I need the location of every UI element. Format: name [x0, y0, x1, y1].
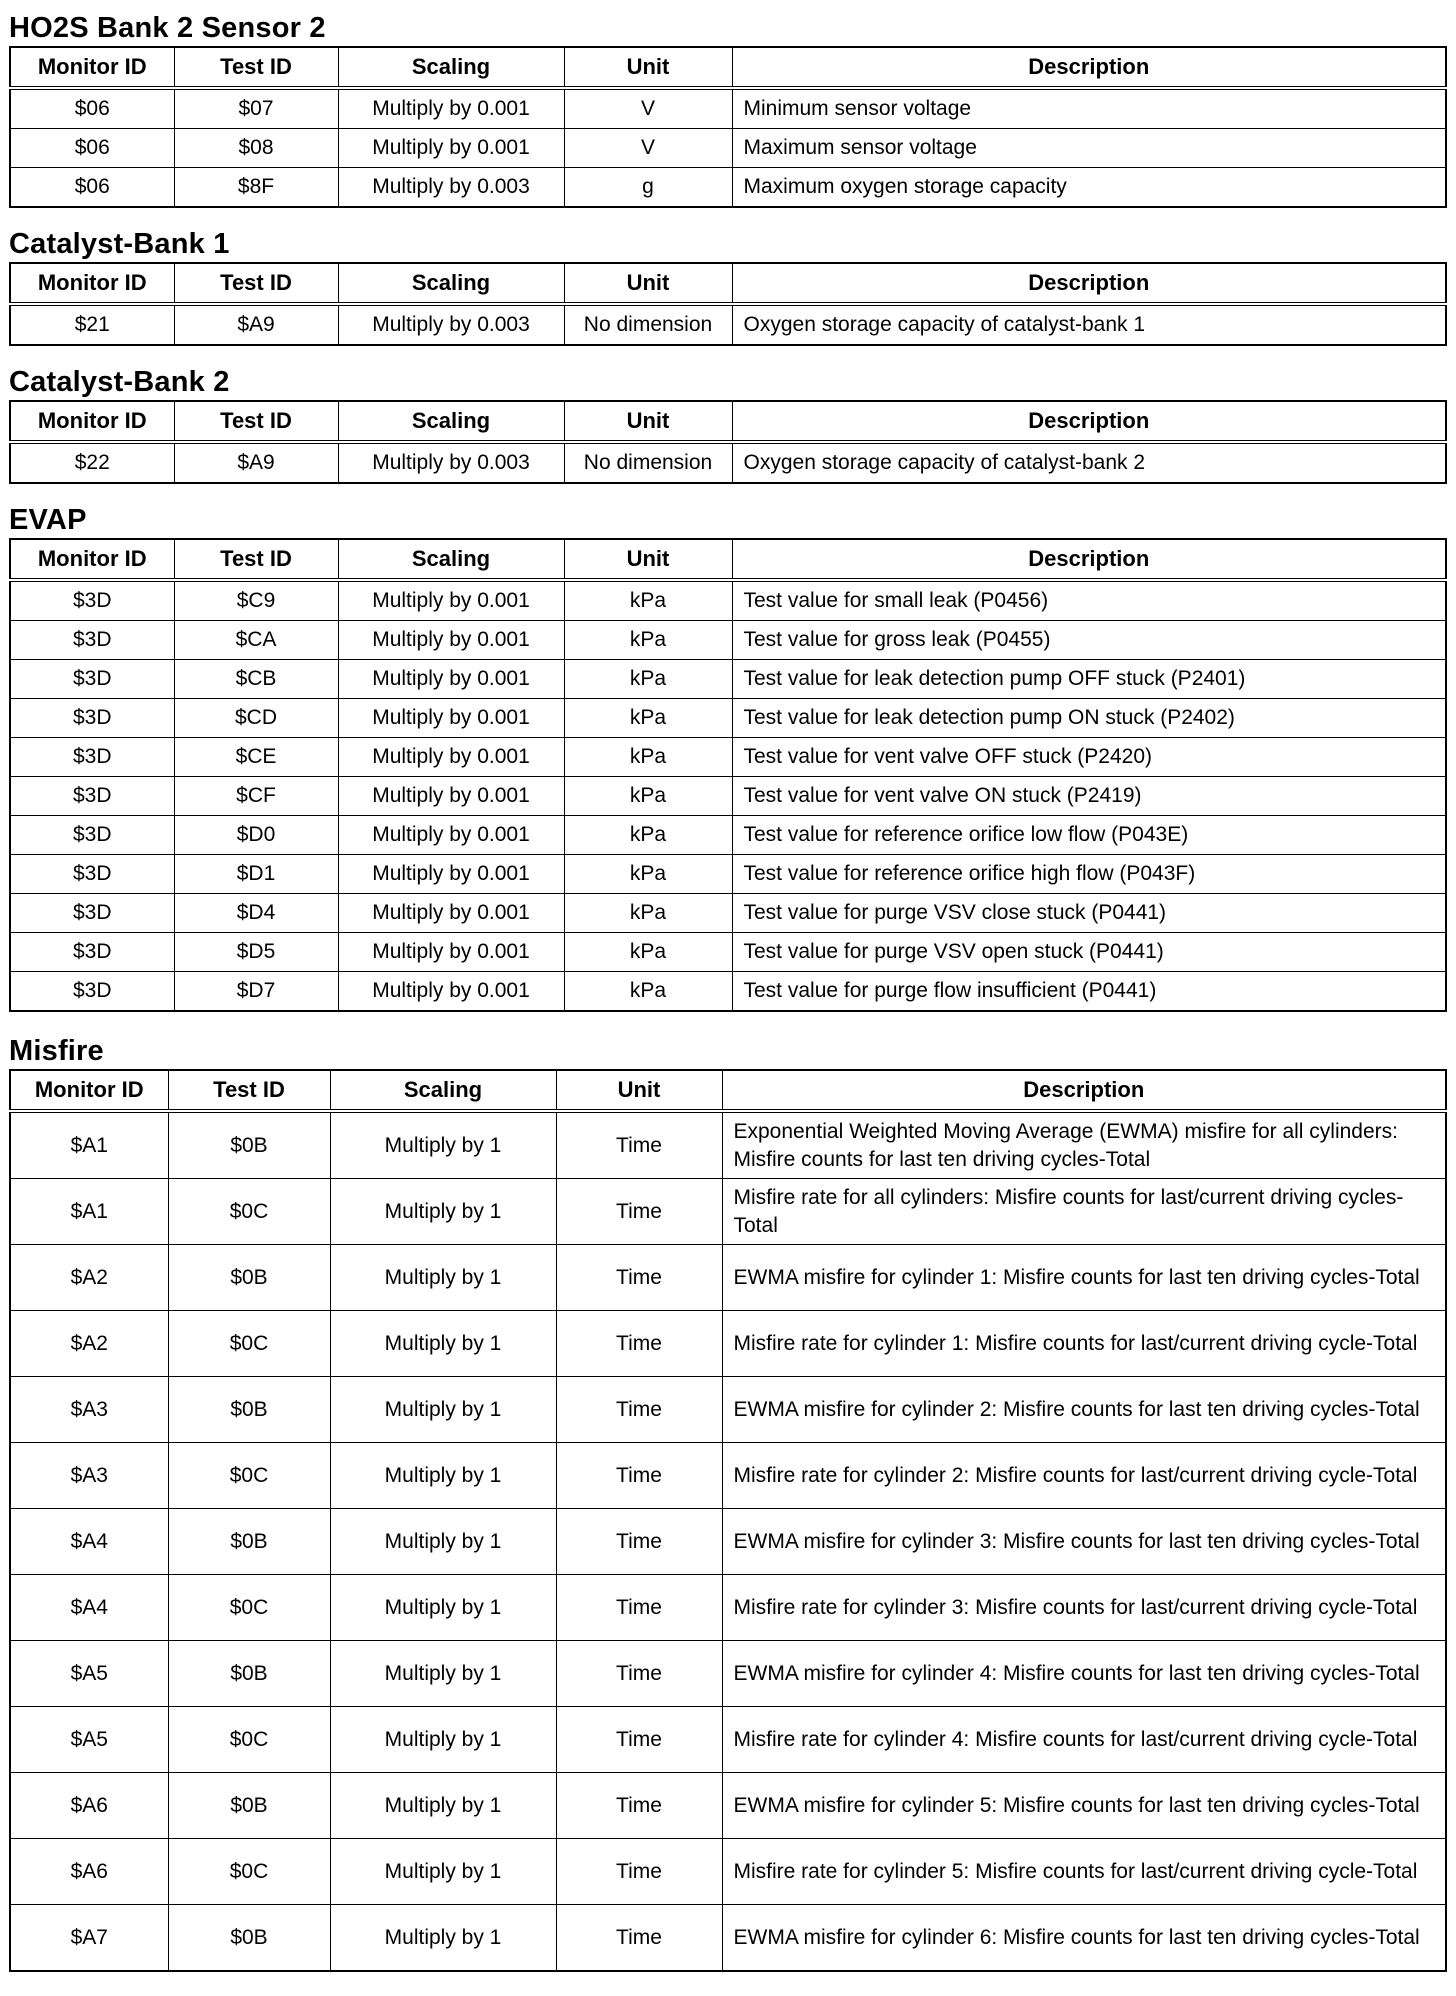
scaling-cell: Multiply by 1 — [330, 1443, 556, 1509]
test-id-cell: $CE — [174, 738, 338, 777]
unit-cell: Time — [556, 1641, 722, 1707]
unit-cell: kPa — [564, 660, 732, 699]
test-id-header: Test ID — [174, 401, 338, 442]
table-row — [10, 304, 1446, 345]
test-id-cell: $D7 — [174, 972, 338, 1012]
table-row — [10, 1707, 1446, 1773]
description-cell: Maximum sensor voltage — [732, 129, 1446, 168]
header-row — [10, 263, 1446, 304]
unit-cell: Time — [556, 1839, 722, 1905]
table-row — [10, 1839, 1446, 1905]
table-row — [10, 894, 1446, 933]
data-table — [9, 46, 1447, 208]
scaling-cell: Multiply by 0.003 — [338, 168, 564, 208]
unit-cell: Time — [556, 1245, 722, 1311]
table-row — [10, 1443, 1446, 1509]
section-title: HO2S Bank 2 Sensor 2 — [9, 12, 326, 44]
description-cell: Maximum oxygen storage capacity — [732, 168, 1446, 208]
monitor-id-cell: $A4 — [10, 1509, 168, 1575]
table-row — [10, 1509, 1446, 1575]
monitor-id-cell: $A3 — [10, 1377, 168, 1443]
test-id-cell: $CB — [174, 660, 338, 699]
description-cell: Minimum sensor voltage — [732, 88, 1446, 129]
description-cell: EWMA misfire for cylinder 4: Misfire counts for last ten driving cycles-Total — [722, 1641, 1446, 1707]
scaling-header: Scaling — [338, 263, 564, 304]
description-cell: Test value for reference orifice low flow (P043E) — [732, 816, 1446, 855]
monitor-id-cell: $3D — [10, 660, 174, 699]
unit-header: Unit — [556, 1070, 722, 1111]
description-cell: Misfire rate for cylinder 5: Misfire counts for last/current driving cycle-Total — [722, 1839, 1446, 1905]
test-id-cell: $D5 — [174, 933, 338, 972]
test-id-cell: $8F — [174, 168, 338, 208]
table-row — [10, 699, 1446, 738]
description-cell: EWMA misfire for cylinder 3: Misfire counts for last ten driving cycles-Total — [722, 1509, 1446, 1575]
monitor-id-cell: $3D — [10, 972, 174, 1012]
scaling-cell: Multiply by 0.003 — [338, 442, 564, 483]
data-table — [9, 1069, 1447, 1972]
table-row — [10, 738, 1446, 777]
monitor-id-cell: $A6 — [10, 1773, 168, 1839]
unit-header: Unit — [564, 47, 732, 88]
test-id-header: Test ID — [168, 1070, 330, 1111]
monitor-id-header: Monitor ID — [10, 47, 174, 88]
unit-header: Unit — [564, 401, 732, 442]
monitor-id-cell: $22 — [10, 442, 174, 483]
monitor-id-cell: $A1 — [10, 1111, 168, 1179]
unit-cell: g — [564, 168, 732, 208]
monitor-id-cell: $A2 — [10, 1245, 168, 1311]
monitor-id-cell: $3D — [10, 699, 174, 738]
description-cell: EWMA misfire for cylinder 1: Misfire counts for last ten driving cycles-Total — [722, 1245, 1446, 1311]
monitor-id-cell: $A5 — [10, 1707, 168, 1773]
test-id-header: Test ID — [174, 263, 338, 304]
scaling-cell: Multiply by 1 — [330, 1839, 556, 1905]
scaling-cell: Multiply by 0.001 — [338, 777, 564, 816]
header-row — [10, 47, 1446, 88]
unit-cell: Time — [556, 1707, 722, 1773]
description-cell: Oxygen storage capacity of catalyst-bank 1 — [732, 304, 1446, 345]
description-cell: Test value for small leak (P0456) — [732, 580, 1446, 621]
table-row — [10, 972, 1446, 1012]
scaling-cell: Multiply by 1 — [330, 1641, 556, 1707]
monitor-id-header: Monitor ID — [10, 401, 174, 442]
description-cell: Misfire rate for cylinder 3: Misfire counts for last/current driving cycle-Total — [722, 1575, 1446, 1641]
monitor-id-cell: $A2 — [10, 1311, 168, 1377]
test-id-cell: $0C — [168, 1443, 330, 1509]
scaling-cell: Multiply by 0.001 — [338, 738, 564, 777]
section-misfire — [9, 1033, 1447, 1972]
test-id-cell: $0B — [168, 1111, 330, 1179]
description-header: Description — [722, 1070, 1446, 1111]
header-row — [10, 401, 1446, 442]
unit-cell: kPa — [564, 580, 732, 621]
test-id-cell: $CF — [174, 777, 338, 816]
description-cell: Test value for purge flow insufficient (P0441) — [732, 972, 1446, 1012]
unit-cell: kPa — [564, 621, 732, 660]
unit-cell: Time — [556, 1377, 722, 1443]
unit-cell: kPa — [564, 699, 732, 738]
scaling-cell: Multiply by 0.001 — [338, 580, 564, 621]
scaling-cell: Multiply by 0.001 — [338, 88, 564, 129]
scaling-cell: Multiply by 0.001 — [338, 933, 564, 972]
test-id-cell: $0B — [168, 1509, 330, 1575]
test-id-cell: $0C — [168, 1311, 330, 1377]
data-table — [9, 538, 1447, 1012]
unit-cell: kPa — [564, 777, 732, 816]
scaling-cell: Multiply by 1 — [330, 1111, 556, 1179]
monitor-id-cell: $06 — [10, 168, 174, 208]
monitor-id-cell: $A5 — [10, 1641, 168, 1707]
description-cell: Test value for purge VSV close stuck (P0441) — [732, 894, 1446, 933]
scaling-cell: Multiply by 0.001 — [338, 699, 564, 738]
scaling-header: Scaling — [338, 401, 564, 442]
header-row — [10, 539, 1446, 580]
section-catalyst-bank1 — [9, 226, 1447, 346]
data-table — [9, 400, 1447, 484]
test-id-cell: $0B — [168, 1773, 330, 1839]
section-title: Misfire — [9, 1035, 104, 1067]
scaling-cell: Multiply by 0.001 — [338, 129, 564, 168]
test-id-cell: $D0 — [174, 816, 338, 855]
scaling-cell: Multiply by 1 — [330, 1509, 556, 1575]
test-id-cell: $0C — [168, 1839, 330, 1905]
table-row — [10, 580, 1446, 621]
unit-cell: V — [564, 88, 732, 129]
unit-header: Unit — [564, 539, 732, 580]
test-id-cell: $C9 — [174, 580, 338, 621]
scaling-cell: Multiply by 0.003 — [338, 304, 564, 345]
unit-cell: V — [564, 129, 732, 168]
description-cell: Test value for leak detection pump ON stuck (P2402) — [732, 699, 1446, 738]
monitor-id-cell: $A3 — [10, 1443, 168, 1509]
description-cell: Oxygen storage capacity of catalyst-bank 2 — [732, 442, 1446, 483]
description-cell: Misfire rate for cylinder 1: Misfire counts for last/current driving cycle-Total — [722, 1311, 1446, 1377]
scaling-cell: Multiply by 1 — [330, 1575, 556, 1641]
monitor-id-cell: $A7 — [10, 1905, 168, 1972]
test-id-cell: $0C — [168, 1707, 330, 1773]
scaling-cell: Multiply by 1 — [330, 1179, 556, 1245]
test-id-header: Test ID — [174, 47, 338, 88]
monitor-id-cell: $A1 — [10, 1179, 168, 1245]
scaling-cell: Multiply by 0.001 — [338, 621, 564, 660]
test-id-cell: $D4 — [174, 894, 338, 933]
scaling-header: Scaling — [330, 1070, 556, 1111]
section-catalyst-bank2 — [9, 364, 1447, 484]
unit-cell: No dimension — [564, 442, 732, 483]
test-id-cell: $A9 — [174, 304, 338, 345]
monitor-id-cell: $3D — [10, 580, 174, 621]
table-row — [10, 1245, 1446, 1311]
table-row — [10, 660, 1446, 699]
unit-cell: Time — [556, 1179, 722, 1245]
test-id-header: Test ID — [174, 539, 338, 580]
scaling-cell: Multiply by 1 — [330, 1311, 556, 1377]
description-cell: Exponential Weighted Moving Average (EWMA) misfire for all cylinders: Misfire counts for last ten driving cycles-Total — [722, 1111, 1446, 1179]
scaling-header: Scaling — [338, 539, 564, 580]
table-row — [10, 1575, 1446, 1641]
section-title: Catalyst-Bank 2 — [9, 366, 230, 398]
unit-cell: Time — [556, 1575, 722, 1641]
test-id-cell: $0B — [168, 1905, 330, 1972]
scaling-cell: Multiply by 1 — [330, 1245, 556, 1311]
monitor-id-header: Monitor ID — [10, 1070, 168, 1111]
table-row — [10, 1111, 1446, 1179]
table-row — [10, 1377, 1446, 1443]
monitor-id-cell: $3D — [10, 894, 174, 933]
monitor-id-header: Monitor ID — [10, 263, 174, 304]
scaling-cell: Multiply by 1 — [330, 1905, 556, 1972]
description-cell: Test value for reference orifice high flow (P043F) — [732, 855, 1446, 894]
unit-cell: kPa — [564, 972, 732, 1012]
scaling-cell: Multiply by 0.001 — [338, 816, 564, 855]
description-header: Description — [732, 401, 1446, 442]
test-id-cell: $CD — [174, 699, 338, 738]
table-row — [10, 1905, 1446, 1972]
monitor-id-cell: $3D — [10, 777, 174, 816]
description-cell: EWMA misfire for cylinder 2: Misfire counts for last ten driving cycles-Total — [722, 1377, 1446, 1443]
test-id-cell: $0C — [168, 1575, 330, 1641]
description-cell: Misfire rate for all cylinders: Misfire counts for last/current driving cycles-Total — [722, 1179, 1446, 1245]
description-cell: Test value for gross leak (P0455) — [732, 621, 1446, 660]
scaling-cell: Multiply by 1 — [330, 1707, 556, 1773]
scaling-cell: Multiply by 0.001 — [338, 855, 564, 894]
monitor-id-cell: $3D — [10, 855, 174, 894]
description-cell: Test value for leak detection pump OFF stuck (P2401) — [732, 660, 1446, 699]
header-row — [10, 1070, 1446, 1111]
unit-cell: kPa — [564, 816, 732, 855]
monitor-id-header: Monitor ID — [10, 539, 174, 580]
unit-cell: Time — [556, 1509, 722, 1575]
section-evap — [9, 502, 1447, 1012]
scaling-cell: Multiply by 0.001 — [338, 660, 564, 699]
description-cell: Test value for purge VSV open stuck (P0441) — [732, 933, 1446, 972]
table-row — [10, 777, 1446, 816]
description-cell: Misfire rate for cylinder 4: Misfire counts for last/current driving cycle-Total — [722, 1707, 1446, 1773]
monitor-id-cell: $21 — [10, 304, 174, 345]
unit-header: Unit — [564, 263, 732, 304]
test-id-cell: $0B — [168, 1641, 330, 1707]
unit-cell: Time — [556, 1905, 722, 1972]
test-id-cell: $0C — [168, 1179, 330, 1245]
monitor-id-cell: $3D — [10, 738, 174, 777]
section-title: EVAP — [9, 504, 87, 536]
unit-cell: kPa — [564, 933, 732, 972]
description-header: Description — [732, 47, 1446, 88]
test-id-cell: $A9 — [174, 442, 338, 483]
monitor-id-cell: $06 — [10, 129, 174, 168]
table-row — [10, 1641, 1446, 1707]
unit-cell: Time — [556, 1311, 722, 1377]
test-id-cell: $07 — [174, 88, 338, 129]
table-row — [10, 816, 1446, 855]
description-cell: EWMA misfire for cylinder 6: Misfire counts for last ten driving cycles-Total — [722, 1905, 1446, 1972]
description-cell: Test value for vent valve ON stuck (P2419) — [732, 777, 1446, 816]
section-title: Catalyst-Bank 1 — [9, 228, 230, 260]
scaling-cell: Multiply by 1 — [330, 1377, 556, 1443]
description-cell: EWMA misfire for cylinder 5: Misfire counts for last ten driving cycles-Total — [722, 1773, 1446, 1839]
unit-cell: kPa — [564, 738, 732, 777]
table-row — [10, 621, 1446, 660]
monitor-id-cell: $A4 — [10, 1575, 168, 1641]
description-header: Description — [732, 539, 1446, 580]
description-cell: Misfire rate for cylinder 2: Misfire counts for last/current driving cycle-Total — [722, 1443, 1446, 1509]
section-ho2s-bank2-sensor2 — [9, 10, 1447, 208]
scaling-header: Scaling — [338, 47, 564, 88]
table-row — [10, 168, 1446, 208]
table-row — [10, 1311, 1446, 1377]
unit-cell: Time — [556, 1773, 722, 1839]
unit-cell: No dimension — [564, 304, 732, 345]
data-table — [9, 262, 1447, 346]
monitor-id-cell: $06 — [10, 88, 174, 129]
table-row — [10, 855, 1446, 894]
monitor-id-cell: $3D — [10, 816, 174, 855]
monitor-id-cell: $3D — [10, 933, 174, 972]
test-id-cell: $0B — [168, 1245, 330, 1311]
table-row — [10, 88, 1446, 129]
monitor-id-cell: $A6 — [10, 1839, 168, 1905]
unit-cell: Time — [556, 1443, 722, 1509]
table-row — [10, 442, 1446, 483]
test-id-cell: $D1 — [174, 855, 338, 894]
table-row — [10, 1773, 1446, 1839]
table-row — [10, 933, 1446, 972]
unit-cell: kPa — [564, 894, 732, 933]
test-id-cell: $0B — [168, 1377, 330, 1443]
unit-cell: kPa — [564, 855, 732, 894]
scaling-cell: Multiply by 0.001 — [338, 894, 564, 933]
scaling-cell: Multiply by 1 — [330, 1773, 556, 1839]
scaling-cell: Multiply by 0.001 — [338, 972, 564, 1012]
monitor-id-cell: $3D — [10, 621, 174, 660]
test-id-cell: $CA — [174, 621, 338, 660]
description-cell: Test value for vent valve OFF stuck (P2420) — [732, 738, 1446, 777]
table-row — [10, 1179, 1446, 1245]
table-row — [10, 129, 1446, 168]
unit-cell: Time — [556, 1111, 722, 1179]
test-id-cell: $08 — [174, 129, 338, 168]
description-header: Description — [732, 263, 1446, 304]
